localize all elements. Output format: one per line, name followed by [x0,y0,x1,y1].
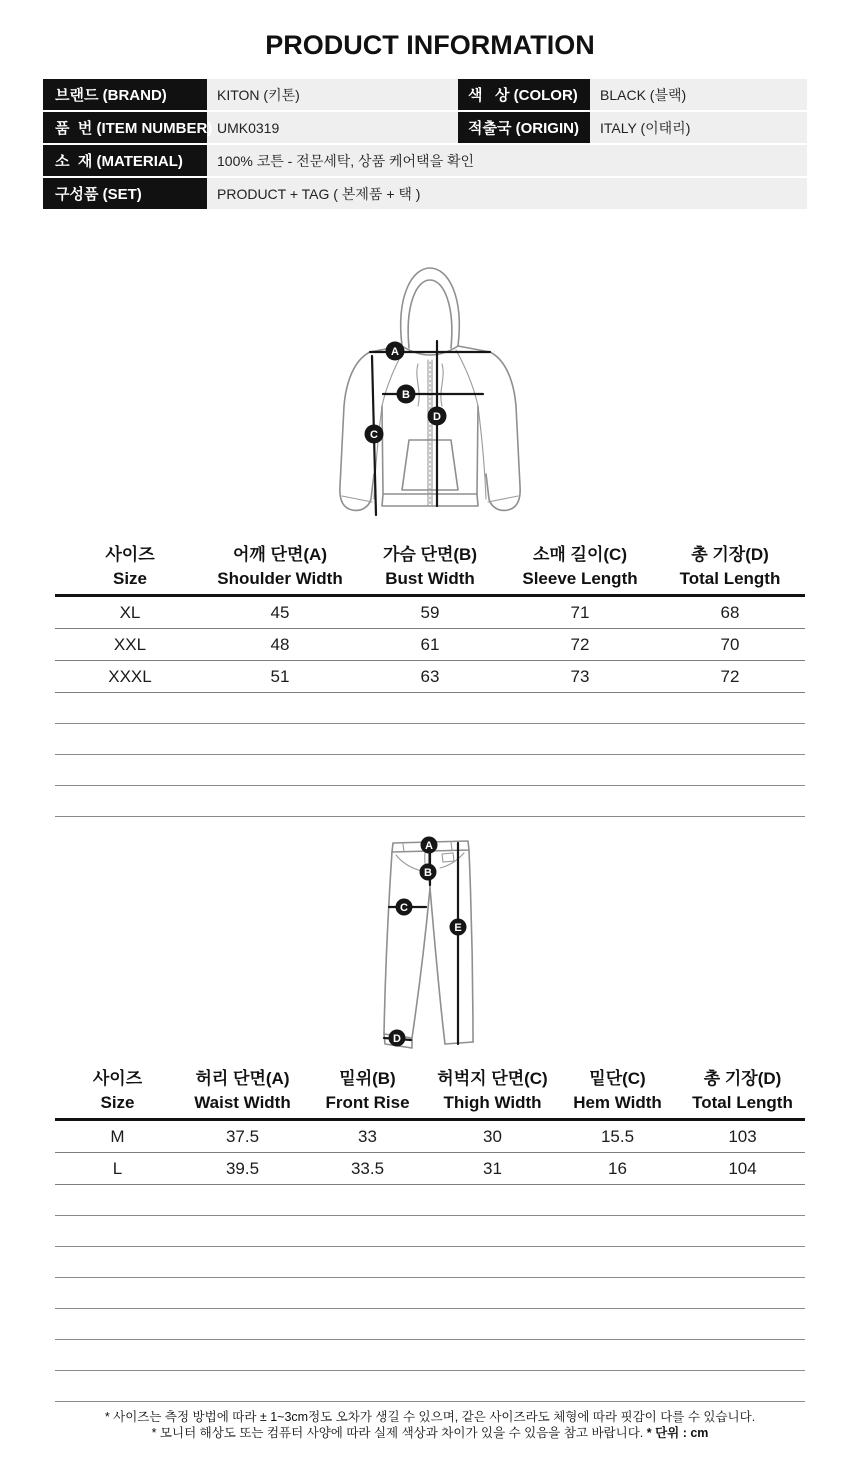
origin-value: ITALY (이태리) [600,119,691,136]
svg-text:D: D [393,1033,401,1045]
empty-row [55,1185,805,1216]
empty-row [55,755,805,786]
jacket-measure-label-d [428,407,447,426]
svg-text:E: E [454,922,462,934]
empty-row [55,786,805,817]
empty-row [55,1278,805,1309]
empty-row [55,1247,805,1278]
svg-text:C: C [400,902,408,914]
svg-text:B: B [424,867,432,879]
origin-label: 적출국 (ORIGIN) [458,112,590,143]
info-row-set [43,178,807,209]
jacket-size-table [55,543,805,817]
pants-measure-label-d [389,1030,406,1047]
jacket-measure-label-a [386,342,405,361]
table-row: M 37.5 33 30 15.5 103 [55,1121,805,1153]
jacket-measure-label-b [397,385,416,404]
empty-row [55,693,805,724]
empty-row [55,1216,805,1247]
brand-value: KITON (키톤) [217,86,300,103]
jacket-measure-label-c [365,425,384,444]
pants-measure-label-b [420,864,437,881]
empty-row [55,1309,805,1340]
set-label: 구성품 (SET) [43,178,207,209]
table-row: XL 45 59 71 68 [55,597,805,629]
info-row-material [43,145,807,176]
jacket-diagram [330,256,530,528]
table-row: L 39.5 33.5 31 16 104 [55,1153,805,1185]
empty-row [55,724,805,755]
empty-row [55,1340,805,1371]
pants-size-table [55,1063,805,1402]
footer-notes [0,1409,860,1441]
item-number-value: UMK0319 [217,119,280,136]
table-row: XXL 48 61 72 70 [55,629,805,661]
svg-text:D: D [433,411,441,423]
pants-measure-label-a [421,837,438,854]
item-number-label: 품 번 (ITEM NUMBER) [43,112,207,143]
color-value: BLACK (블랙) [600,86,687,103]
pants-diagram [330,832,550,1060]
material-value: 100% 코튼 - 전문세탁, 상품 케어택을 확인 [217,152,475,169]
color-label: 색 상 (COLOR) [458,79,590,110]
page-title: PRODUCT INFORMATION [265,30,595,60]
info-row-brand [43,79,807,110]
info-row-item-number [43,112,807,143]
pants-table-header: 사이즈 Size 허리 단면(A) Waist Width 밑위(B) Front Rise 허벅지 단면(C) Thigh Width 밑단(C) Hem Width 총 기장(D) Total Length [55,1063,805,1121]
material-label: 소 재 (MATERIAL) [43,145,207,176]
footer-note-1: * 사이즈는 측정 방법에 따라 ± 1~3cm정도 오차가 생길 수 있으며, 같은 사이즈라도 체형에 따라 핏감이 다를 수 있습니다. [104,1410,756,1424]
jacket-table-header: 사이즈 Size 어깨 단면(A) Shoulder Width 가슴 단면(B) Bust Width 소매 길이(C) Sleeve Length 총 기장(D) Total Length [55,543,805,597]
svg-text:B: B [402,389,410,401]
svg-text:A: A [425,840,433,852]
unit-note: * 단위 : cm [643,1426,709,1440]
svg-text:C: C [370,429,378,441]
footer-note-2: * 모니터 해상도 또는 컴퓨터 사양에 따라 실제 색상과 차이가 있을 수 있음을 참고 바랍니다. * 단위 : cm [151,1426,709,1440]
brand-label: 브랜드 (BRAND) [43,79,207,110]
empty-row [55,1371,805,1402]
set-value: PRODUCT + TAG ( 본제품 + 택 ) [217,185,421,202]
product-info-table [43,79,807,211]
pants-measure-label-e [450,919,467,936]
table-row: XXXL 51 63 73 72 [55,661,805,693]
svg-text:A: A [391,346,399,358]
pants-measure-label-c [396,899,413,916]
